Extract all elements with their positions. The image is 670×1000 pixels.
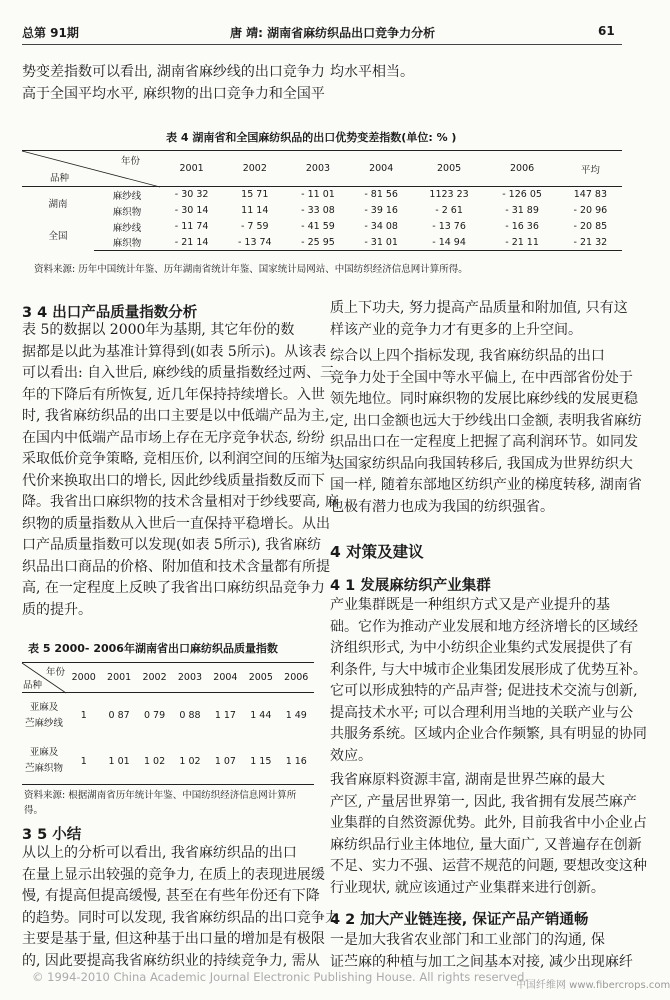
kind-label: 亚麻及 苎麻织物 xyxy=(22,739,66,785)
section-4-1-body-b: 我省麻原料资源丰富, 湖南是世界苎麻的最大 产区, 产量居世界第一, 因此, 我省拥有发展苎麻产 业集群的自然资源优势。此外, 目前我省中小企业占 麻纺织品行业主体地位, 量大面广, 又普遍存在创新 不足、实力不强、运营不规范的问题, 要想改变这种 行业现状, 就应该通过产业集群来进行创新。 xyxy=(330,772,647,896)
table-row: 麻织物 - 21 14 - 13 74 - 25 95 - 31 01 - 14 94 - 21 11 - 21 32 xyxy=(22,235,622,251)
table5-caption: 表 5 2000- 2006年湖南省出口麻纺织品质量指数 xyxy=(28,642,278,655)
table4-caption: 表 4 湖南省和全国麻纺织品的出口优势变差指数(单位: % ) xyxy=(166,131,457,144)
year-header: 2001 xyxy=(101,663,136,693)
header-rule xyxy=(22,44,622,45)
year-header: 2006 xyxy=(485,151,558,187)
section-4-1-title: 4 1 发展麻纺织产业集群 xyxy=(330,578,491,594)
year-header: 2002 xyxy=(223,151,286,187)
year-header: 2005 xyxy=(413,151,486,187)
year-header: 2001 xyxy=(160,151,223,187)
region-label: 湖南 xyxy=(48,198,68,210)
section-3-4-body: 表 5的数据以 2000年为基期, 其它年份的数 据都是以此为基准计算得到(如表 5所示)。从该表 可以看出: 自入世后, 麻纱线的质量指数经过两、三 年的下降后有所恢复, 近几年保持持续增长。入世 时, 我省麻纺织品的出口主要是以中低端产品为主, 在国内中低端产品市场上存在无序竞争状态, 纷纷 采取低价竞争策略, 竞相压价, 以利润空间的压缩为 代价来换取出口的增长, 因此纱线质量指数反而下 降。我省出口麻织物的技术含量相对于纱线要高, 麻 织物的质量指数从入世后一直保持平稳增长。从出 口产品质量指数可以发现(如表 5所示), 我省麻纺 织品出口商品的价格、附加值和技术含量都有所提 高, 在一定程度上反映了我省出口麻纺织品竞争力 质的提升。 xyxy=(22,322,339,618)
intro-right: 均水平相当。 xyxy=(330,64,414,80)
table-row: 全国 麻纱线 - 11 74 - 7 59 - 41 59 - 34 08 - 13 76 - 16 36 - 20 85 xyxy=(22,219,622,235)
table4-source: 资料来源: 历年中国统计年鉴、历年湖南省统计年鉴、国家统计局网站、中国纺织经济信息网计算所得。 xyxy=(34,264,468,275)
table4 xyxy=(22,150,622,251)
page-number: 61 xyxy=(598,24,615,38)
kind-label: 麻纱线 xyxy=(112,222,142,234)
kind-label: 亚麻及 苎麻纱线 xyxy=(24,701,63,729)
section-3-5-title: 3 5 小结 xyxy=(22,827,82,843)
right-continuation: 质上下功夫, 努力提高产品质量和附加值, 只有这 样该产业的竞争力才有更多的上升空间。 xyxy=(330,300,628,338)
kind-label: 麻纱线 xyxy=(112,190,142,202)
year-header: 平均 xyxy=(559,151,622,187)
year-header: 2004 xyxy=(208,663,243,693)
table4-corner: 年份 品种 xyxy=(22,151,160,187)
table-row: 亚麻及 苎麻织物 1 1 01 1 02 1 02 1 07 1 15 1 16 xyxy=(22,739,314,785)
table5-corner: 年份 品种 xyxy=(22,663,66,693)
section-4-title: 4 对策及建议 xyxy=(330,543,424,561)
year-header: 2006 xyxy=(279,663,314,693)
table-row: 麻织物 - 30 14 11 14 - 33 08 - 39 16 - 2 61 - 31 89 - 20 96 xyxy=(22,203,622,219)
kind-label: 麻织物 xyxy=(112,206,142,218)
section-3-4-title: 3 4 出口产品质量指数分析 xyxy=(22,305,198,321)
year-header: 2003 xyxy=(286,151,349,187)
table-row: 亚麻及 苎麻纱线 1 0 87 0 79 0 88 1 17 1 44 1 49 xyxy=(22,693,314,739)
year-header: 2004 xyxy=(350,151,413,187)
year-header: 2000 xyxy=(66,663,101,693)
year-header: 2005 xyxy=(243,663,278,693)
section-4-2-body: 一是加大我省农业部门和工业部门的沟通, 保 证苎麻的种植与加工之间基本对接, 减少出现麻纤 xyxy=(330,932,633,970)
kind-label: 麻织物 xyxy=(94,235,160,251)
site-watermark: 中国纤维网 www.fibercrops.com xyxy=(516,980,670,991)
intro-left: 势变差指数可以看出, 湖南省麻纱线的出口竞争力 高于全国平均水平, 麻织物的出口竞争力和全国平 xyxy=(22,64,325,102)
journal-issue: 总第 91期 xyxy=(22,26,79,40)
copyright-footer: © 1994-2010 China Academic Journal Electronic Publishing House. All rights reserved. xyxy=(32,970,529,984)
region-label: 全国 xyxy=(48,230,68,242)
section-4-2-title: 4 2 加大产业链连接, 保证产品产销通畅 xyxy=(330,912,589,928)
section-4-1-body-a: 产业集群既是一种组织方式又是产业提升的基 础。它作为推动产业发展和地方经济增长的区域经 济组织形式, 为中小纺织企业集约式发展提供了有 利条件, 与大中城市企业集团发展形成了优势互补。 它可以形成独特的产品声誉; 促进技术交流与创新, 提高技术水平; 可以合理利用当地的关联产业与公 共服务系统。区域内企业合作频繁, 具有明显的协同 效应。 xyxy=(330,597,647,764)
year-header: 2002 xyxy=(137,663,172,693)
running-title: 唐 靖: 湖南省麻纺织品出口竞争力分析 xyxy=(230,26,436,40)
table-row: 湖南 麻纱线 - 30 32 15 71 - 11 01 - 81 56 1123 23 - 126 05 147 83 xyxy=(22,187,622,203)
summary-paragraph: 综合以上四个指标发现, 我省麻纺织品的出口 竞争力处于全国中等水平偏上, 在中西部省份处于 领先地位。同时麻织物的发展比麻纱线的发展更稳 定, 出口金额也远大于纱线出口金额, 表明我省麻纺 织品出口在一定程度上把握了高利润环节。如同发 达国家纺织品向我国转移后, 我国成为世界纺织大 国一样, 随着东部地区纺织产业的梯度转移, 湖南省 也极有潜力也成为我国的纺织强省。 xyxy=(330,348,642,515)
table5-source: 资料来源: 根据湖南省历年统计年鉴、中国纺织经济信息网计算所 得。 xyxy=(24,790,297,816)
table5 xyxy=(22,662,314,785)
section-3-5-body: 从以上的分析可以看出, 我省麻纺织品的出口 在量上显示出较强的竞争力, 在质上的表现进展缓 慢, 有提高但提高缓慢, 甚至在有些年份还有下降 的趋势。同时可以发现, 我省麻纺织品的出口竞争力 主要是基于量, 但这种基于出口量的增加是有极限 的, 因此要提高我省麻纺织业的持续竞争力, 需从 xyxy=(22,845,339,969)
year-header: 2003 xyxy=(172,663,207,693)
